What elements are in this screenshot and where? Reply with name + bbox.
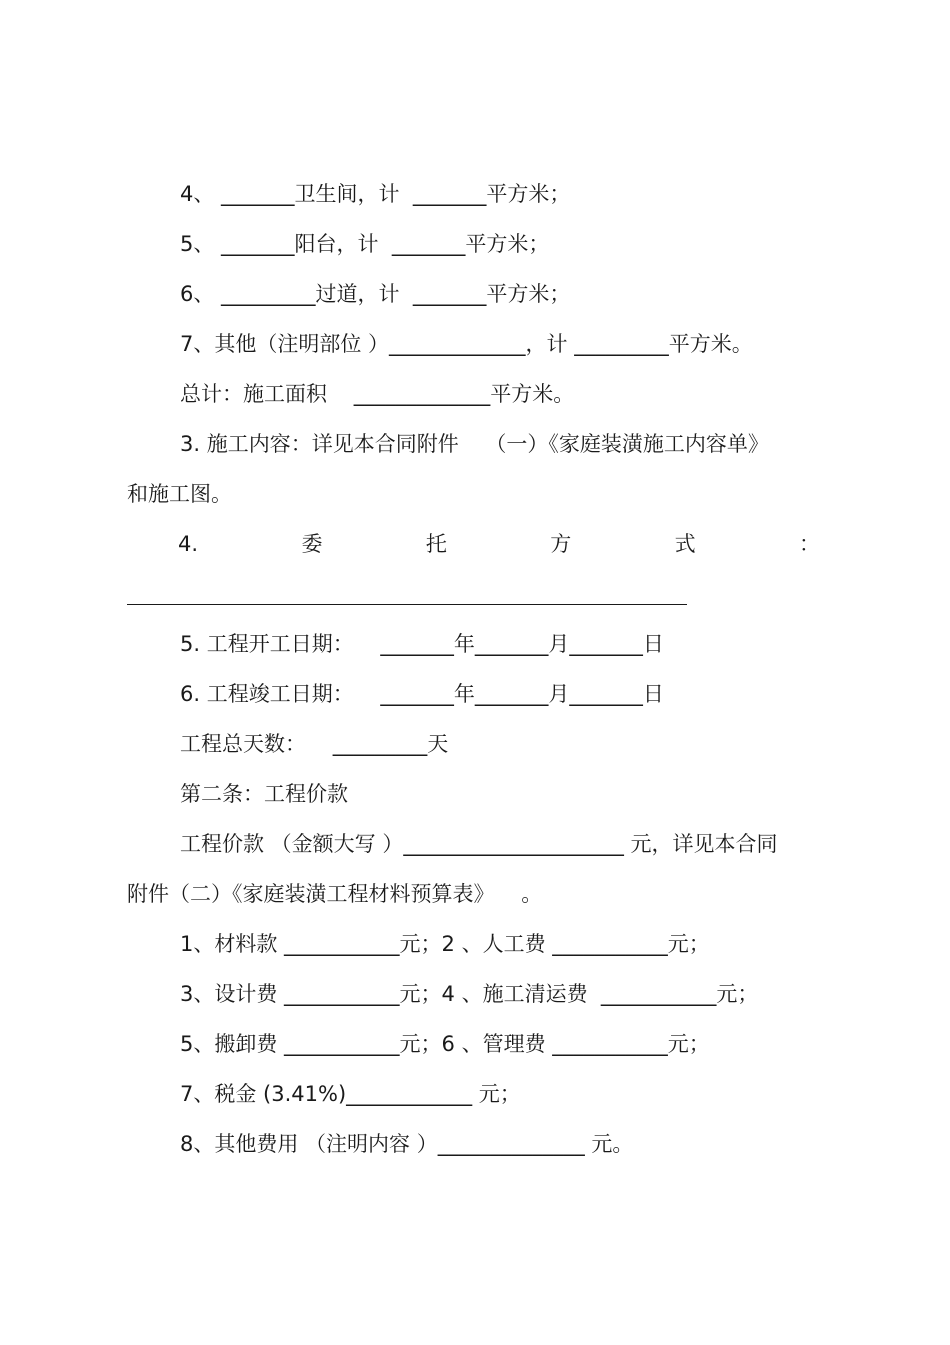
- construction-content-cont: 和施工图。: [127, 482, 232, 506]
- tax-line: 7、税金 (3.41%)____________ 元；: [180, 1082, 521, 1106]
- area-balcony-line: 5、 _______阳台，计 _______平方米；: [180, 232, 550, 256]
- entrust-number: 4.: [178, 532, 199, 556]
- start-date-line: 5. 工程开工日期： _______年_______月_______日: [180, 632, 664, 656]
- total-days-line: 工程总天数： _________天: [180, 732, 449, 756]
- other-fees-line: 8、其他费用 （注明内容 ）______________ 元。: [180, 1132, 634, 1156]
- entrust-char: 托: [425, 532, 447, 556]
- entrust-char: 委: [301, 532, 323, 556]
- entrust-method-line: [178, 529, 820, 559]
- area-corridor-line: 6、 _________过道，计 _______平方米；: [180, 282, 571, 306]
- article-two-heading: 第二条：工程价款: [180, 782, 348, 806]
- area-other-line: 7、其他（注明部位 ）_____________，计 _________平方米。: [180, 332, 753, 356]
- fee-line-2: 3、设计费 ___________元；4 、施工清运费 ___________元；: [180, 982, 759, 1006]
- completion-date-line: 6. 工程竣工日期： _______年_______月_______日: [180, 682, 664, 706]
- fee-line-3: 5、搬卸费 ___________元；6 、管理费 ___________元；: [180, 1032, 710, 1056]
- entrust-char: 方: [550, 532, 572, 556]
- construction-content-line: 3. 施工内容：详见本合同附件 （一）《家庭装潢施工内容单》: [180, 432, 769, 456]
- entrust-colon: ：: [799, 532, 820, 556]
- area-total-line: 总计：施工面积 _____________平方米。: [180, 382, 575, 406]
- entrust-char: 式: [674, 532, 696, 556]
- price-amount-cont: 附件（二）《家庭装潢工程材料预算表》 。: [127, 882, 543, 906]
- area-bathroom-line: 4、 _______卫生间，计 _______平方米；: [180, 182, 571, 206]
- fee-line-1: 1、材料款 ___________元；2 、人工费 ___________元；: [180, 932, 710, 956]
- entrust-method-blank: [127, 604, 687, 605]
- price-amount-line: 工程价款 （金额大写 ）_____________________ 元，详见本合同: [180, 832, 778, 856]
